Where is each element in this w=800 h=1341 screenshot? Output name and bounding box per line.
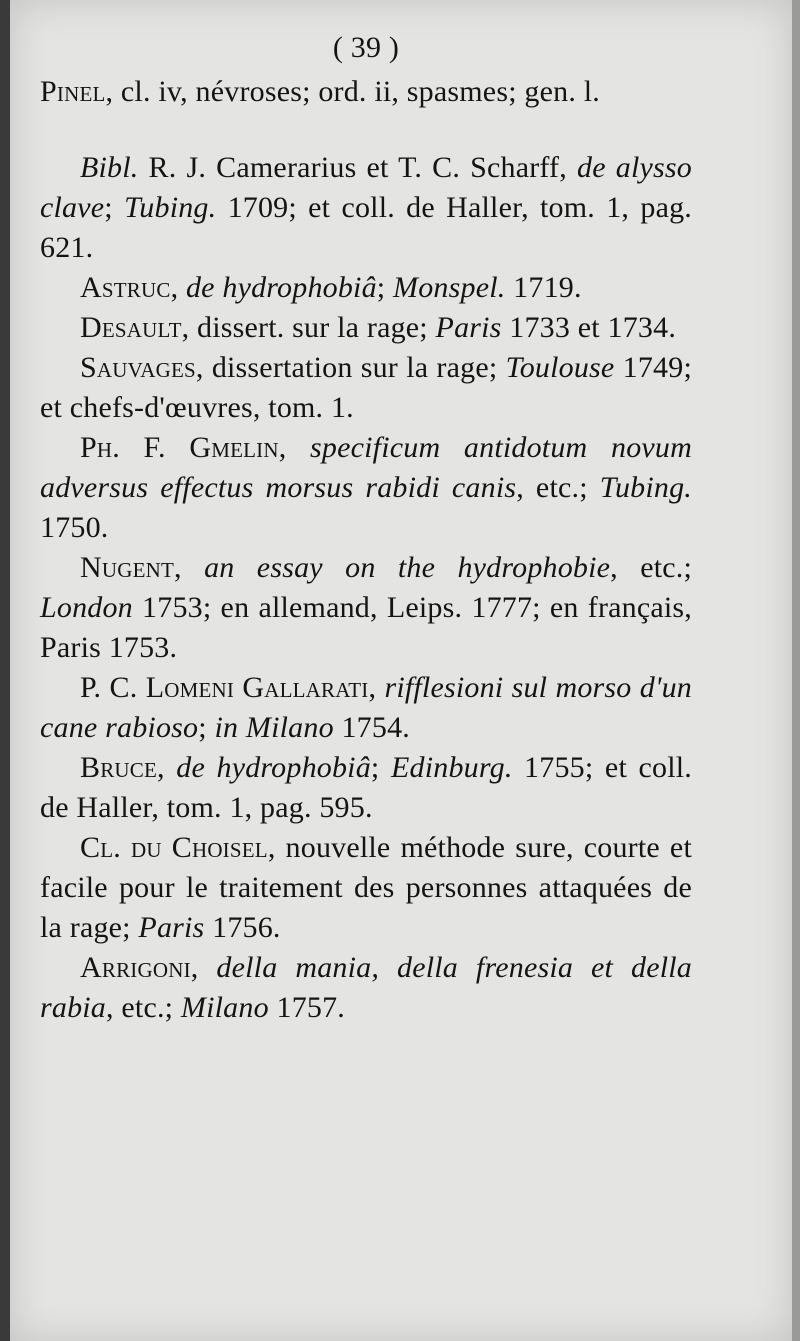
entry-tail: 1719. (505, 271, 582, 304)
entry-6 (40, 668, 692, 748)
page-edge (792, 0, 800, 1341)
entry-2 (40, 308, 692, 348)
entry-rest: ; (198, 711, 215, 744)
entry-title: de alysso clave (40, 151, 692, 224)
entry-author: Astruc (80, 271, 171, 304)
entry-7 (40, 748, 692, 828)
entry-title: della mania, della frenesia et della rabia (40, 951, 693, 1024)
entry-4 (40, 428, 692, 548)
entry-tail: 1750. (40, 511, 109, 544)
entry-text: R. J. Camerarius et T. C. Scharff, (138, 151, 578, 184)
entry-tail: 1749; et chefs-d'œuvres, tom. 1. (40, 351, 692, 424)
entry-text: , (278, 431, 311, 464)
entry-title: specificum antidotum novum adversus effectus morsus rabidi canis (40, 431, 692, 504)
page-content (40, 28, 692, 1028)
entry-place: Tubing. (599, 471, 692, 504)
entry-0 (40, 148, 692, 268)
entry-place: Paris (138, 911, 205, 944)
entry-place: Monspel. (393, 271, 506, 304)
entry-place: in Milano (214, 711, 334, 744)
entry-place: Milano (180, 991, 269, 1024)
entry-text: , (157, 751, 177, 784)
entry-rest: , etc.; (610, 551, 693, 584)
page-number: ( 39 ) (332, 31, 400, 64)
entry-3 (40, 348, 692, 428)
entry-author: Cl. du Choisel (80, 831, 268, 864)
entry-tail: 1755; et coll. de Haller, tom. 1, pag. 595. (40, 751, 692, 824)
entry-place: Toulouse (505, 351, 615, 384)
entry-text: , dissert. sur la rage; (181, 311, 436, 344)
entry-text: , (190, 951, 217, 984)
entry-text: , (368, 671, 385, 704)
entry-text: , (174, 551, 205, 584)
entry-author: Arrigoni (80, 951, 191, 984)
entry-1 (40, 268, 692, 308)
entry-rest: ; (376, 271, 394, 304)
entry-author: P. C. Lomeni Gallarati (80, 671, 369, 704)
entry-label: Bibl. (80, 151, 139, 184)
entry-title: de hydrophobiâ (185, 271, 377, 304)
entry-place: London (40, 591, 133, 624)
entry-tail: 1733 et 1734. (501, 311, 677, 344)
entry-author: Ph. F. Gmelin (80, 431, 279, 464)
entry-8 (40, 828, 692, 948)
entry-title: rifflesioni sul morso d'un cane rabioso (40, 671, 692, 744)
entry-5 (40, 548, 692, 668)
entry-title: de hydrophobiâ (176, 751, 371, 784)
entry-9 (40, 948, 692, 1028)
header-classification: , cl. iv, névroses; ord. ii, spasmes; gen. l. (105, 75, 600, 108)
entry-author: Sauvages (80, 351, 196, 384)
entry-place: Tubing. (124, 191, 217, 224)
entry-tail: 1756. (204, 911, 281, 944)
entry-rest: ; (104, 191, 125, 224)
entry-tail: 1753; en allemand, Leips. 1777; en français, Paris 1753. (40, 591, 692, 664)
entry-rest: , etc.; (106, 991, 181, 1024)
entry-author: Bruce (80, 751, 158, 784)
header-author: Pinel (40, 75, 106, 108)
entry-author: Desault (80, 311, 182, 344)
entry-text: , dissertation sur la rage; (195, 351, 506, 384)
entry-title: an essay on the hydrophobie (204, 551, 611, 584)
classification-header (40, 72, 692, 112)
entry-rest: , etc.; (516, 471, 600, 504)
entry-tail: 1709; et coll. de Haller, tom. 1, pag. 621. (40, 191, 692, 264)
entry-text: , nouvelle méthode sure, courte et facile pour le traitement des personnes attaquées de la rage; (40, 831, 692, 944)
entry-place: Paris (435, 311, 502, 344)
entry-author: Nugent (80, 551, 175, 584)
entry-place: Edinburg. (391, 751, 513, 784)
entry-text: , (170, 271, 186, 304)
entry-rest: ; (370, 751, 391, 784)
entry-tail: 1757. (268, 991, 345, 1024)
entry-tail: 1754. (333, 711, 410, 744)
